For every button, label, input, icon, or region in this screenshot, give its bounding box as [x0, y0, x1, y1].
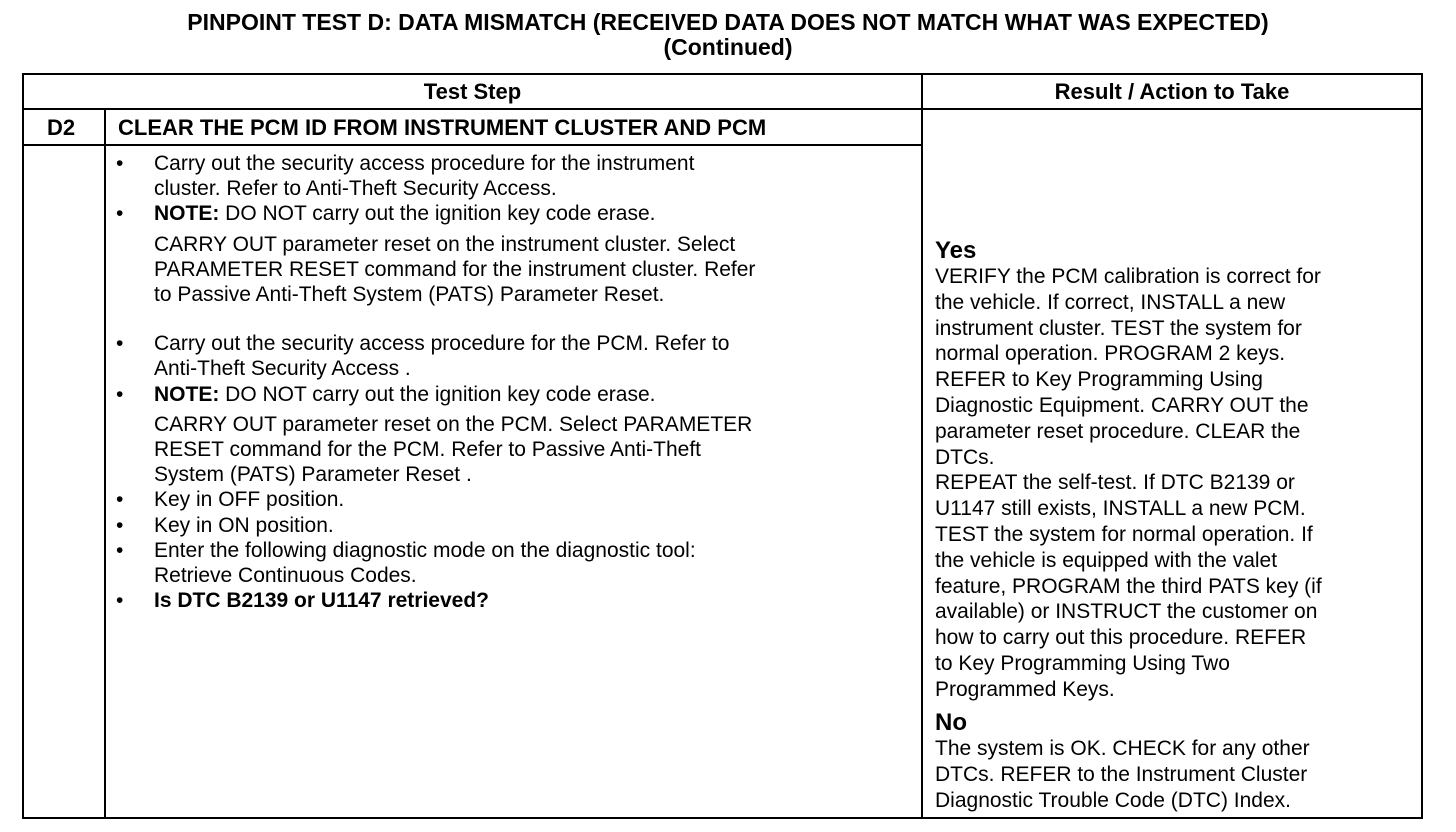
step-line: Carry out the security access procedure for the instrument — [154, 152, 695, 175]
no-label: No — [935, 709, 967, 736]
step-line: CARRY OUT parameter reset on the PCM. Select PARAMETER — [154, 412, 753, 436]
result-line: TEST the system for normal operation. If — [935, 522, 1313, 546]
result-no — [935, 710, 1415, 813]
result-line: feature, PROGRAM the third PATS key (if — [935, 574, 1322, 598]
result-line: the vehicle is equipped with the valet — [935, 548, 1278, 572]
title-line-2: (Continued) — [663, 34, 793, 60]
result-line: Diagnostic Equipment. CARRY OUT the — [935, 393, 1309, 417]
yes-label: Yes — [935, 237, 977, 264]
header-divider — [22, 108, 1423, 110]
step-item — [114, 487, 914, 512]
bullet: • — [116, 513, 124, 537]
step-line: Enter the following diagnostic mode on the diagnostic tool: — [154, 538, 696, 562]
step-paragraph — [114, 232, 914, 308]
step-line: Key in ON position. — [154, 513, 334, 537]
bullet: • — [116, 332, 124, 356]
result-line: instrument cluster. TEST the system for — [935, 316, 1302, 340]
result-line: U1147 still exists, INSTALL a new PCM. — [935, 497, 1306, 521]
step-line: System (PATS) Parameter Reset . — [154, 463, 472, 487]
note-text: DO NOT carry out the ignition key code erase. — [219, 202, 656, 226]
column-divider — [921, 73, 923, 819]
page-title — [0, 10, 1456, 60]
step-line: Anti-Theft Security Access . — [154, 357, 411, 381]
result-line: The system is OK. CHECK for any other — [935, 737, 1310, 760]
result-line: the vehicle. If correct, INSTALL a new — [935, 290, 1286, 314]
result-line: Diagnostic Trouble Code (DTC) Index. — [935, 788, 1291, 812]
note-label: NOTE: — [154, 202, 220, 226]
title-line-1: PINPOINT TEST D: DATA MISMATCH (RECEIVED DATA DOES NOT MATCH WHAT WAS EXPECTED) — [187, 9, 1269, 35]
result-line: how to carry out this procedure. REFER — [935, 626, 1307, 650]
step-item — [114, 331, 914, 381]
result-line: available) or INSTRUCT the customer on — [935, 600, 1318, 624]
step-line: Key in OFF position. — [154, 488, 345, 512]
note-label: NOTE: — [154, 382, 220, 406]
test-step-list — [114, 151, 914, 613]
step-line — [154, 201, 914, 226]
header-result-action: Result / Action to Take — [1054, 79, 1290, 104]
result-line: DTCs. REFER to the Instrument Cluster — [935, 762, 1308, 786]
step-line: cluster. Refer to Anti-Theft Security Access. — [154, 177, 557, 201]
result-yes — [935, 238, 1415, 703]
note-text: DO NOT carry out the ignition key code erase. — [219, 382, 656, 406]
result-line: Programmed Keys. — [935, 677, 1115, 701]
step-question: Is DTC B2139 or U1147 retrieved? — [154, 589, 489, 613]
step-line: PARAMETER RESET command for the instrument cluster. Refer — [154, 257, 756, 281]
bullet: • — [116, 538, 124, 562]
step-id: D2 — [47, 115, 76, 140]
header-test-step: Test Step — [423, 79, 522, 104]
step-id-divider — [104, 108, 106, 819]
step-line: Carry out the security access procedure for the PCM. Refer to — [154, 332, 730, 356]
bullet: • — [116, 382, 124, 406]
step-title: CLEAR THE PCM ID FROM INSTRUMENT CLUSTER AND PCM — [118, 115, 767, 140]
bullet: • — [116, 488, 124, 512]
step-line: RESET command for the PCM. Refer to Passive Anti-Theft — [154, 438, 701, 462]
step-title-divider — [22, 144, 923, 146]
result-line: REFER to Key Programming Using — [935, 368, 1263, 392]
step-line: to Passive Anti-Theft System (PATS) Parameter Reset. — [154, 283, 665, 307]
step-item — [114, 588, 914, 613]
result-line: to Key Programming Using Two — [935, 651, 1230, 675]
step-paragraph — [114, 412, 914, 488]
result-line: REPEAT the self-test. If DTC B2139 or — [935, 471, 1295, 495]
step-line — [154, 382, 914, 407]
step-line: Retrieve Continuous Codes. — [154, 564, 417, 588]
step-item — [114, 538, 914, 588]
step-line: CARRY OUT parameter reset on the instrument cluster. Select — [154, 232, 736, 256]
result-line: VERIFY the PCM calibration is correct for — [935, 265, 1321, 288]
result-line: DTCs. — [935, 445, 995, 469]
bullet: • — [116, 589, 124, 613]
bullet: • — [116, 202, 124, 226]
step-item — [114, 201, 914, 226]
result-line: normal operation. PROGRAM 2 keys. — [935, 342, 1286, 366]
bullet: • — [116, 152, 124, 175]
result-line: parameter reset procedure. CLEAR the — [935, 419, 1301, 443]
step-item — [114, 513, 914, 538]
step-item — [114, 382, 914, 407]
step-item — [114, 151, 914, 201]
